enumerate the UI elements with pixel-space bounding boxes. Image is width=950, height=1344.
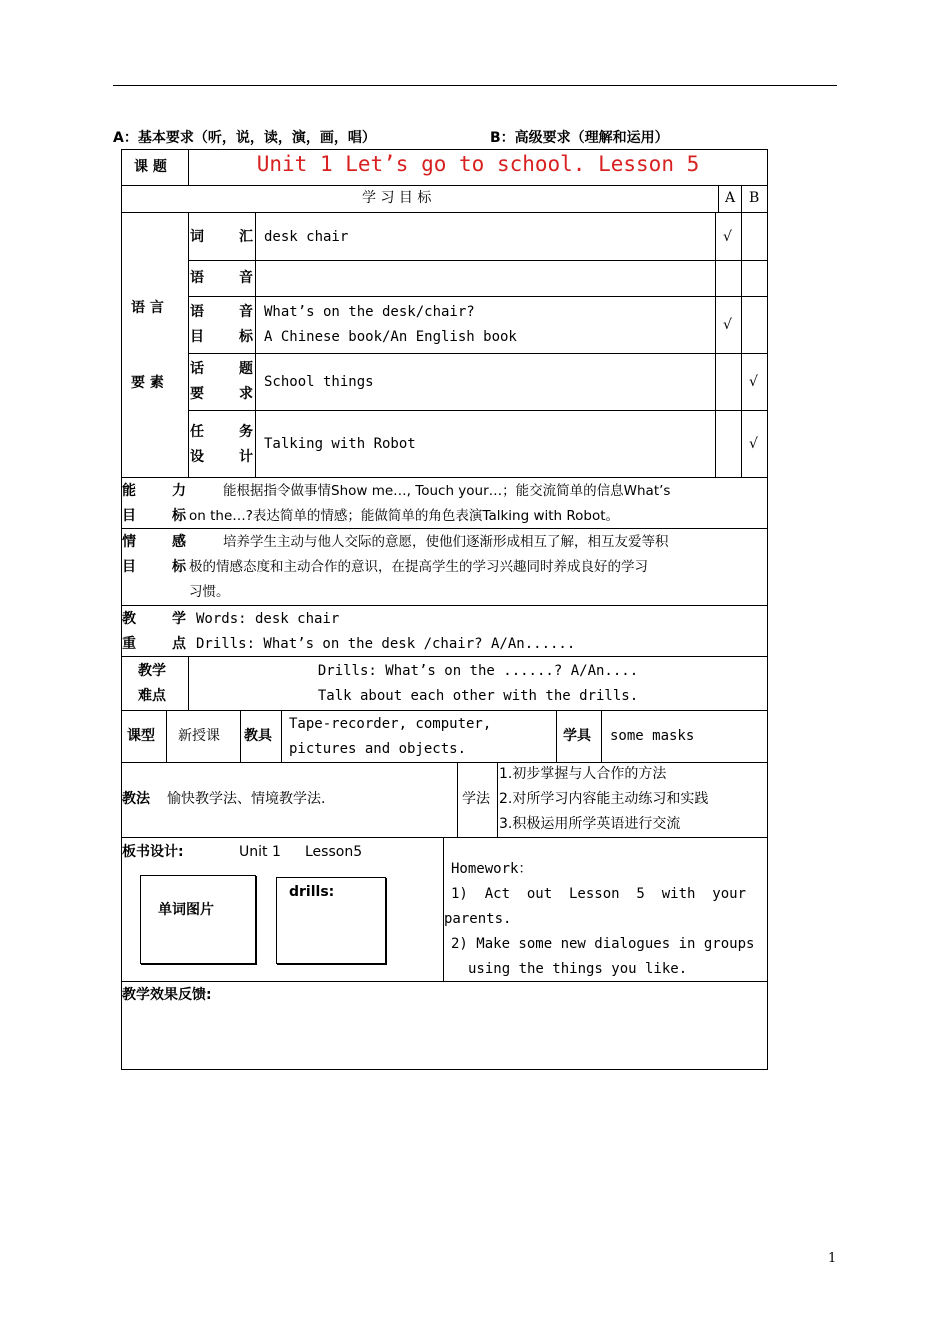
- student-tools-label: 学具: [563, 728, 591, 744]
- teaching-tools-label: 教具: [244, 728, 272, 744]
- ability-label: 能: [122, 483, 136, 499]
- homework-item: 1) Act out Lesson 5 with your: [451, 886, 747, 902]
- board-lesson: Lesson5: [305, 844, 363, 860]
- difficulties-label: 难点: [138, 688, 166, 704]
- basic-requirement: A：基本要求（听，说，读，演，画，唱）: [113, 130, 376, 146]
- key-points-label: 重: [122, 636, 136, 652]
- emotion-text: 培养学生主动与他人交际的意愿，使他们逐渐形成相互了解，相互友爱等积: [223, 534, 669, 550]
- row-label: 话: [190, 361, 204, 377]
- teaching-method-value: 愉快教学法、情境教学法.: [167, 791, 326, 807]
- key-points-drills: Drills: What’s on the desk /chair? A/An......: [196, 636, 576, 652]
- language-elements-label: 语 言: [131, 300, 164, 316]
- objectives-label: 学 习 目 标: [362, 190, 432, 206]
- check-mark: √: [749, 374, 758, 390]
- task-content: Talking with Robot: [264, 436, 416, 452]
- emotion-text: 极的情感态度和主动合作的意识，在提高学生的学习兴趣同时养成良好的学习: [189, 559, 648, 575]
- homework-item: using the things you like.: [468, 961, 688, 977]
- difficulties-text: Talk about each other with the drills.: [317, 688, 639, 704]
- word-pictures-label: 单词图片: [158, 902, 214, 918]
- emotion-label: 标: [172, 559, 186, 575]
- key-points-label: 点: [172, 636, 186, 652]
- lesson-type-label: 课型: [127, 728, 155, 744]
- key-points-words: Words: desk chair: [196, 611, 340, 627]
- check-mark: √: [749, 436, 758, 452]
- learning-method-item: 3.积极运用所学英语进行交流: [499, 816, 681, 832]
- learning-method-item: 2.对所学习内容能主动练习和实践: [499, 791, 709, 807]
- drills-box: [276, 877, 386, 964]
- feedback-label: 教学效果反馈:: [122, 987, 212, 1003]
- emotion-label: 感: [172, 534, 186, 550]
- ability-label: 标: [172, 508, 186, 524]
- homework-item: parents.: [444, 911, 512, 927]
- advanced-requirement: B：高级要求（理解和运用）: [490, 130, 669, 146]
- row-label: 语: [190, 304, 204, 320]
- page-number: 1: [828, 1251, 837, 1266]
- row-label: 音: [239, 304, 253, 320]
- emotion-text: 习惯。: [189, 584, 230, 600]
- student-tools-value: some masks: [610, 728, 695, 744]
- drills-label: drills:: [289, 884, 335, 900]
- language-target-line: What’s on the desk/chair?: [264, 304, 475, 320]
- key-points-label: 学: [172, 611, 186, 627]
- row-label: 题: [239, 361, 253, 377]
- language-target-line: A Chinese book/An English book: [264, 329, 517, 345]
- teaching-method-label: 教法: [122, 791, 150, 807]
- lesson-type-value: 新授课: [178, 728, 220, 744]
- row-label: 音: [239, 270, 253, 286]
- difficulties-text: Drills: What’s on the ......? A/An....: [317, 663, 639, 679]
- row-label: 汇: [239, 229, 253, 245]
- check-mark: √: [723, 317, 732, 333]
- topic-content: School things: [264, 374, 374, 390]
- learning-method-item: 1.初步掌握与人合作的方法: [499, 766, 667, 782]
- row-label: 求: [239, 386, 253, 402]
- board-unit: Unit 1: [239, 844, 281, 860]
- language-elements-label: 要 素: [131, 375, 164, 391]
- word-pictures-box: [140, 875, 256, 964]
- teaching-tools-value: Tape-recorder, computer,: [289, 716, 492, 732]
- emotion-label: 情: [122, 534, 136, 550]
- homework-item: 2) Make some new dialogues in groups: [451, 936, 755, 952]
- teaching-tools-value: pictures and objects.: [289, 741, 467, 757]
- homework-title: Homework：: [451, 861, 533, 877]
- row-label: 计: [239, 449, 253, 465]
- row-label: 语: [190, 270, 204, 286]
- key-points-label: 教: [122, 611, 136, 627]
- row-label: 词: [190, 229, 204, 245]
- row-label: 设: [190, 449, 204, 465]
- ability-label: 力: [172, 483, 186, 499]
- row-label: 要: [190, 386, 204, 402]
- check-mark: √: [723, 229, 732, 245]
- header-rule: [113, 85, 837, 86]
- row-label: 标: [239, 329, 253, 345]
- row-label: 务: [239, 424, 253, 440]
- vocabulary-content: desk chair: [264, 229, 349, 245]
- emotion-label: 目: [122, 559, 136, 575]
- column-b-label: B: [749, 190, 760, 206]
- difficulties-label: 教学: [138, 663, 166, 679]
- board-design-label: 板书设计:: [122, 844, 184, 860]
- row-label: 任: [190, 424, 204, 440]
- row-label: 目: [190, 329, 204, 345]
- ability-text: 能根据指令做事情Show me…, Touch your…；能交流简单的信息What’s: [223, 483, 671, 499]
- column-a-label: A: [725, 190, 736, 206]
- ability-text: on the…?表达简单的情感；能做简单的角色表演Talking with Robot。: [189, 508, 620, 524]
- lesson-title: Unit 1 Let’s go to school. Lesson 5: [256, 152, 700, 176]
- topic-label: 课 题: [134, 159, 167, 175]
- learning-method-label: 学法: [462, 791, 490, 807]
- ability-label: 目: [122, 508, 136, 524]
